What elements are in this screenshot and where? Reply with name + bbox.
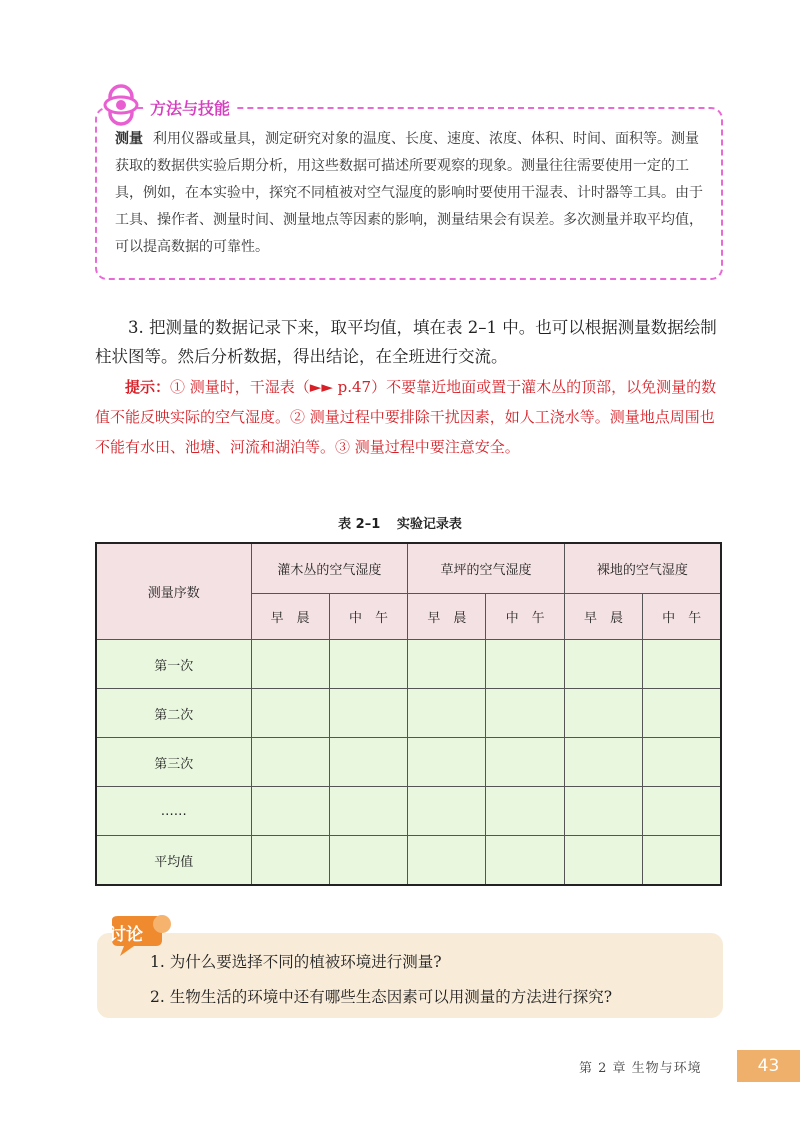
- table-row: [96, 689, 721, 738]
- data-cell: [486, 787, 564, 836]
- subheader-noon: 中 午: [643, 594, 721, 640]
- step-3-paragraph: 3. 把测量的数据记录下来，取平均值，填在表 2–1 中。也可以根据测量数据绘制柱状图等。然后分析数据，得出结论，在全班进行交流。: [95, 318, 717, 366]
- chapter-footer: 第 2 章 生物与环境: [579, 1061, 702, 1076]
- data-cell: [564, 836, 642, 886]
- subheader-noon: 中 午: [486, 594, 564, 640]
- data-cell: [564, 689, 642, 738]
- methods-body: 利用仪器或量具，测定研究对象的温度、长度、速度、浓度、体积、时间、面积等。测量获取的数据供实验后期分析，用这些数据可描述所要观察的现象。测量往往需要使用一定的工具，例如，在本实验中，探究不同植被对空气湿度的影响时要使用干湿表、计时器等工具。由于工具、操作者、测量时间、测量地点等因素的影响，测量结果会有误差。多次测量并取平均值，可以提高数据的可靠性。: [115, 131, 703, 255]
- data-cell: [329, 787, 407, 836]
- data-cell: [408, 836, 486, 886]
- data-cell: [329, 640, 407, 689]
- data-cell: [564, 738, 642, 787]
- subheader-noon: 中 午: [329, 594, 407, 640]
- methods-term: 测量: [115, 131, 143, 147]
- discussion-badge-label: 讨论: [109, 925, 143, 945]
- data-cell: [408, 787, 486, 836]
- page-number: 43: [737, 1050, 800, 1082]
- data-cell: [329, 689, 407, 738]
- row-label: 平均值: [96, 836, 251, 886]
- data-cell: [486, 738, 564, 787]
- data-cell: [251, 787, 329, 836]
- hint-text: ① 测量时，干湿表（►► p.47）不要靠近地面或置于灌木丛的顶部，以免测量的数值不能反映实际的空气湿度。② 测量过程中要排除干扰因素，如人工浇水等。测量地点周围也不能有水田、池塘、河流和湖泊等。③ 测量过程中要注意安全。: [95, 378, 717, 456]
- data-cell: [486, 640, 564, 689]
- subheader-morning: 早 晨: [564, 594, 642, 640]
- group-header-lawn: 草坪的空气湿度: [408, 543, 565, 594]
- data-cell: [643, 640, 721, 689]
- methods-skills-title: 方法与技能: [144, 96, 236, 119]
- data-cell: [408, 640, 486, 689]
- data-cell: [564, 640, 642, 689]
- data-cell: [643, 787, 721, 836]
- table-caption-number: 表 2–1: [338, 517, 381, 532]
- group-header-shrub: 灌木丛的空气湿度: [251, 543, 408, 594]
- data-cell: [329, 738, 407, 787]
- row-label: 第三次: [96, 738, 251, 787]
- hint-paragraph: [95, 372, 727, 462]
- data-cell: [486, 836, 564, 886]
- data-cell: [408, 738, 486, 787]
- hint-label: 提示：: [125, 378, 171, 396]
- table-caption-title: 实验记录表: [396, 517, 462, 532]
- row-label: ……: [96, 787, 251, 836]
- methods-skills-text: [115, 126, 711, 261]
- table-row: [96, 640, 721, 689]
- row-header-cell: 测量序数: [96, 543, 251, 640]
- subheader-morning: 早 晨: [408, 594, 486, 640]
- data-cell: [486, 689, 564, 738]
- row-label: 第二次: [96, 689, 251, 738]
- discussion-question-1: 1. 为什么要选择不同的植被环境进行测量?: [150, 953, 442, 971]
- eye-icon: [100, 84, 142, 126]
- data-cell: [251, 738, 329, 787]
- discussion-question-2: 2. 生物生活的环境中还有哪些生态因素可以用测量的方法进行探究?: [150, 988, 613, 1006]
- data-cell: [329, 836, 407, 886]
- data-cell: [251, 689, 329, 738]
- data-cell: [251, 836, 329, 886]
- table-row: [96, 738, 721, 787]
- data-cell: [564, 787, 642, 836]
- table-caption: [0, 513, 800, 532]
- experiment-record-table: [95, 542, 722, 886]
- row-label: 第一次: [96, 640, 251, 689]
- data-cell: [643, 738, 721, 787]
- data-cell: [643, 836, 721, 886]
- data-cell: [643, 689, 721, 738]
- table-row: [96, 787, 721, 836]
- table-row: [96, 836, 721, 886]
- data-cell: [408, 689, 486, 738]
- group-header-bare-land: 裸地的空气湿度: [564, 543, 721, 594]
- subheader-morning: 早 晨: [251, 594, 329, 640]
- data-cell: [251, 640, 329, 689]
